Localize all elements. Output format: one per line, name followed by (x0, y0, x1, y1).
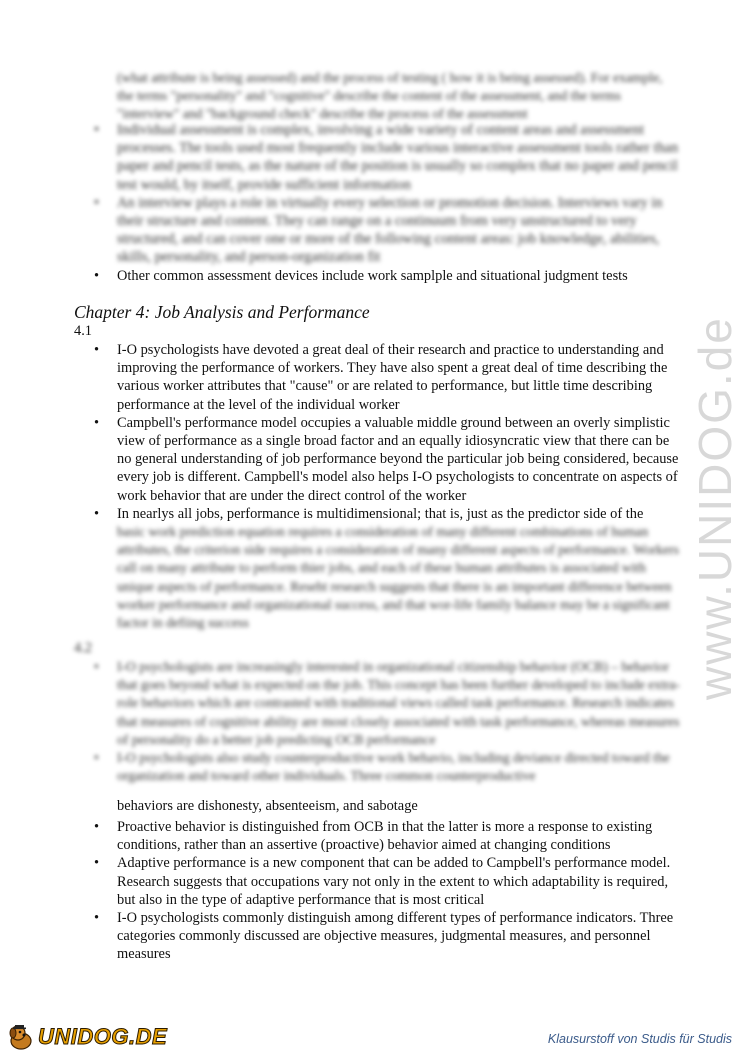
list-item: • Adaptive performance is a new component that can be added to Campbell's performance model. Research suggests that occupations vary not only in the extent to which adaptability is required, but also in the type of adaptive performance that is most critical (74, 854, 684, 909)
list-item-tail: behaviors are dishonesty, absenteeism, and sabotage (117, 798, 418, 814)
list-item: • Campbell's performance model occupies a valuable middle ground between an overly simplistic view of performance as a single broad factor and an equally idiosyncratic view that there can be no general understanding of job performance beyond the particular job being considered, because every job is different. Campbell's model also helps I-O psychologists to concentrate on aspects of work behavior that are under the direct control of the worker (74, 414, 684, 505)
list-item-visible-line: In nearlys all jobs, performance is multidimensional; that is, just as the predictor side of the (117, 505, 644, 522)
logo-wordmark: UNIDOG.DE (38, 1024, 168, 1049)
section-4-2-bullet-list (74, 658, 684, 785)
performance-bullet-list (74, 818, 684, 964)
list-item: • I-O psychologists are increasingly interested in organizational citizenship behavior (OCB) – behavior that goes beyond what is expected on the job. This concept has been further developed to include extra-role behaviors which are contrasted with traditional views called task performance. Research indicates that measures of cognitive ability are most closely associated with task performance, whereas measures of personality do a better job predicting OCB performance (74, 658, 684, 749)
section-4-1-bullet-list (74, 341, 684, 632)
section-number: 4.1 (74, 323, 92, 339)
list-item-blurred-text: basic work prediction equation requires a consideration of many different combinations of human attributes, the criterion side requires a consideration of many different aspects of performance. Workers call on many attribute to perform thier jobs, and each of these human attributes is associated with unique aspects of performance. Reseht research suggests that there is an important difference between worker performance and organizational success, and that wor-life family balance may be a significant factor in defiing success (117, 524, 679, 631)
intro-paragraph-blurred: (what attribute is being assessed) and the process of testing ( how it is being assessed). For example, the terms "personality" and "cognitive" describe the content of the assessment, and the terms "interview" and "background check" describe the process of the assessment (117, 70, 663, 122)
list-item: • Proactive behavior is distinguished from OCB in that the latter is more a response to existing conditions, rather than an assertive (proactive) behavior aimed at changing conditions (74, 818, 684, 854)
list-item (74, 505, 684, 632)
list-item: • I-O psychologists commonly distinguish among different types of performance indicators. Three categories commonly discussed are objective measures, judgmental measures, and personnel measures (74, 909, 684, 964)
chapter-title: Chapter 4: Job Analysis and Performance (74, 302, 370, 322)
list-item: • I-O psychologists also study counterproductive work behavio, including deviance directed toward the organization and toward other individuals. Three common counterproductive (74, 749, 684, 785)
assessment-bullet-list (74, 121, 684, 285)
dog-mascot-icon (6, 1022, 36, 1052)
list-item: • Other common assessment devices include work samplple and situational judgment tests (74, 267, 684, 285)
list-item: • I-O psychologists have devoted a great deal of their research and practice to understanding and improving the performance of workers. They have also spent a great deal of time describing the various worker attributes that "cause" or are related to performance, but little time describing performance at the level of the individual worker (74, 341, 684, 414)
footer-tagline: Klausurstoff von Studis für Studis (547, 1032, 732, 1046)
list-item: • Individual assessment is complex, involving a wide variety of content areas and assessment processes. The tools used most frequently include various interactive assessment tools rather than paper and pencil tests, as the nature of the position is usually so complex that no paper and pencil test would, by itself, provide sufficient information (74, 121, 684, 194)
list-item: • An interview plays a role in virtually every selection or promotion decision. Interviews vary in their structure and content. They can range on a continuum from very unstructured to very structured, and can cover one or more of the following content areas: job knowledge, abilities, skills, personality, and person-organization fit (74, 194, 684, 267)
unidog-logo[interactable] (6, 1022, 167, 1052)
section-number: 4.2 (74, 640, 92, 656)
watermark-text: www.UNIDOG.de (689, 316, 741, 700)
